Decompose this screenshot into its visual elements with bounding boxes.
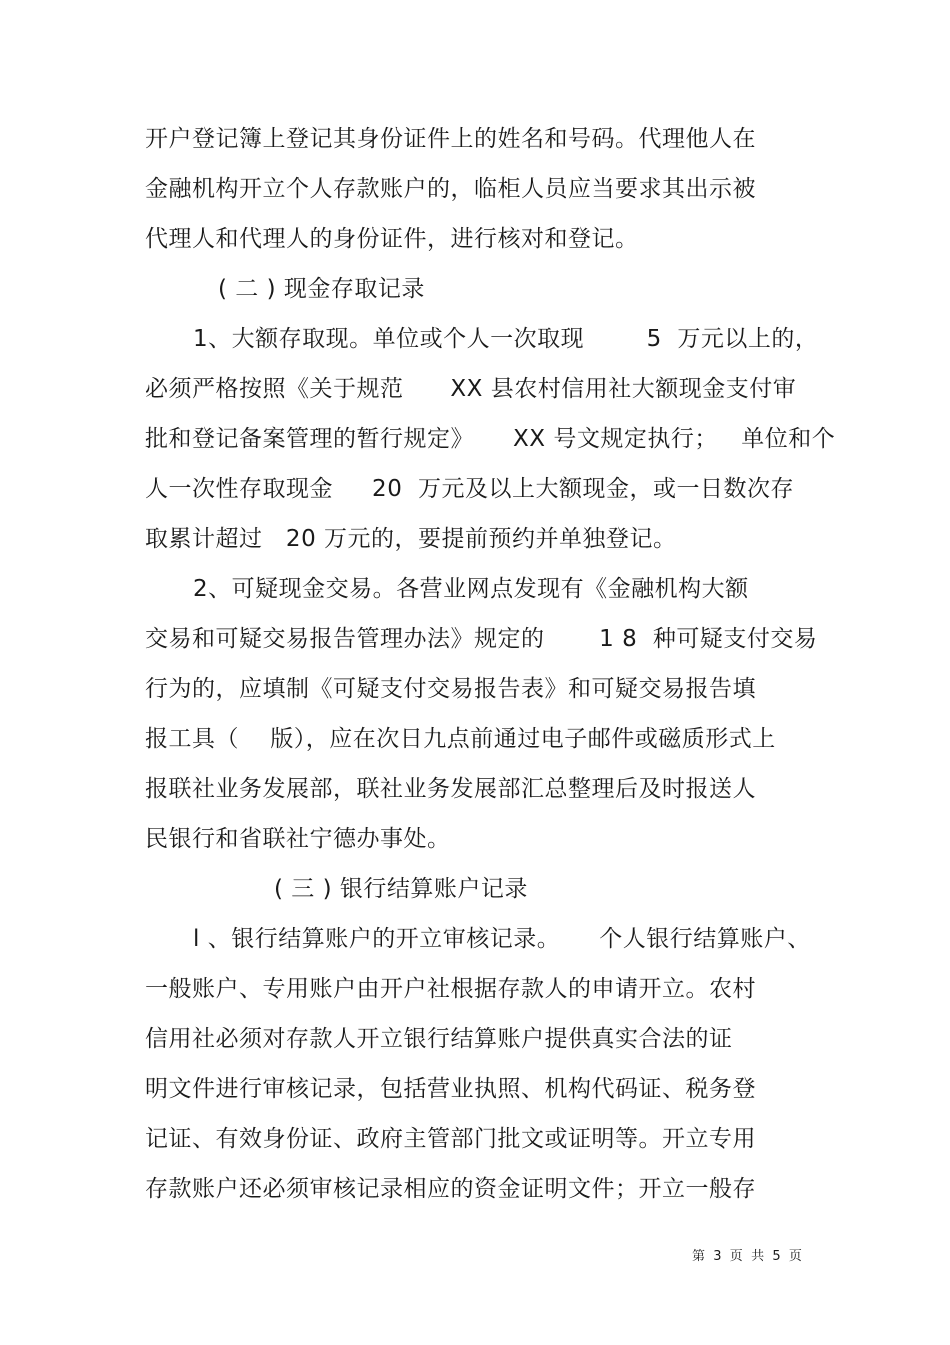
body-line-12: 行为的，应填制《可疑支付交易报告表》和可疑交易报告填 xyxy=(145,676,756,702)
body-line-17: l 、银行结算账户的开立审核记录。 个人银行结算账户、 xyxy=(193,926,811,952)
body-line-20: 明文件进行审核记录，包括营业执照、机构代码证、税务登 xyxy=(145,1076,756,1102)
body-line-18: 一般账户、专用账户由开户社根据存款人的申请开立。农村 xyxy=(145,976,756,1002)
body-line-15: 民银行和省联社宁德办事处。 xyxy=(145,826,451,852)
section-heading-2: ( 二 ) 现金存取记录 xyxy=(218,276,425,302)
body-line-2: 金融机构开立个人存款账户的，临柜人员应当要求其出示被 xyxy=(145,176,756,202)
body-line-13: 报工具（ 版），应在次日九点前通过电子邮件或磁质形式上 xyxy=(145,726,776,752)
body-line-9: 取累计超过 20 万元的，要提前预约并单独登记。 xyxy=(145,526,677,552)
body-line-5: 1、大额存取现。单位或个人一次取现 5 万元以上的， xyxy=(193,326,819,352)
body-line-22: 存款账户还必须审核记录相应的资金证明文件；开立一般存 xyxy=(145,1176,756,1202)
body-line-19: 信用社必须对存款人开立银行结算账户提供真实合法的证 xyxy=(145,1026,733,1052)
body-line-6: 必须严格按照《关于规范 XX 县农村信用社大额现金支付审 xyxy=(145,376,797,402)
page-number-footer: 第 3 页 共 5 页 xyxy=(692,1249,802,1264)
body-line-1: 开户登记簿上登记其身份证件上的姓名和号码。代理他人在 xyxy=(145,126,756,152)
body-line-7: 批和登记备案管理的暂行规定》 XX 号文规定执行； 单位和个 xyxy=(145,426,836,452)
body-line-10: 2、可疑现金交易。各营业网点发现有《金融机构大额 xyxy=(193,576,749,602)
body-line-21: 记证、有效身份证、政府主管部门批文或证明等。开立专用 xyxy=(145,1126,756,1152)
body-line-3: 代理人和代理人的身份证件，进行核对和登记。 xyxy=(145,226,639,252)
body-line-11: 交易和可疑交易报告管理办法》规定的 1 8 种可疑支付交易 xyxy=(145,626,818,652)
body-line-8: 人一次性存取现金 20 万元及以上大额现金，或一日数次存 xyxy=(145,476,794,502)
section-heading-3: ( 三 ) 银行结算账户记录 xyxy=(274,876,528,902)
body-line-14: 报联社业务发展部，联社业务发展部汇总整理后及时报送人 xyxy=(145,776,756,802)
